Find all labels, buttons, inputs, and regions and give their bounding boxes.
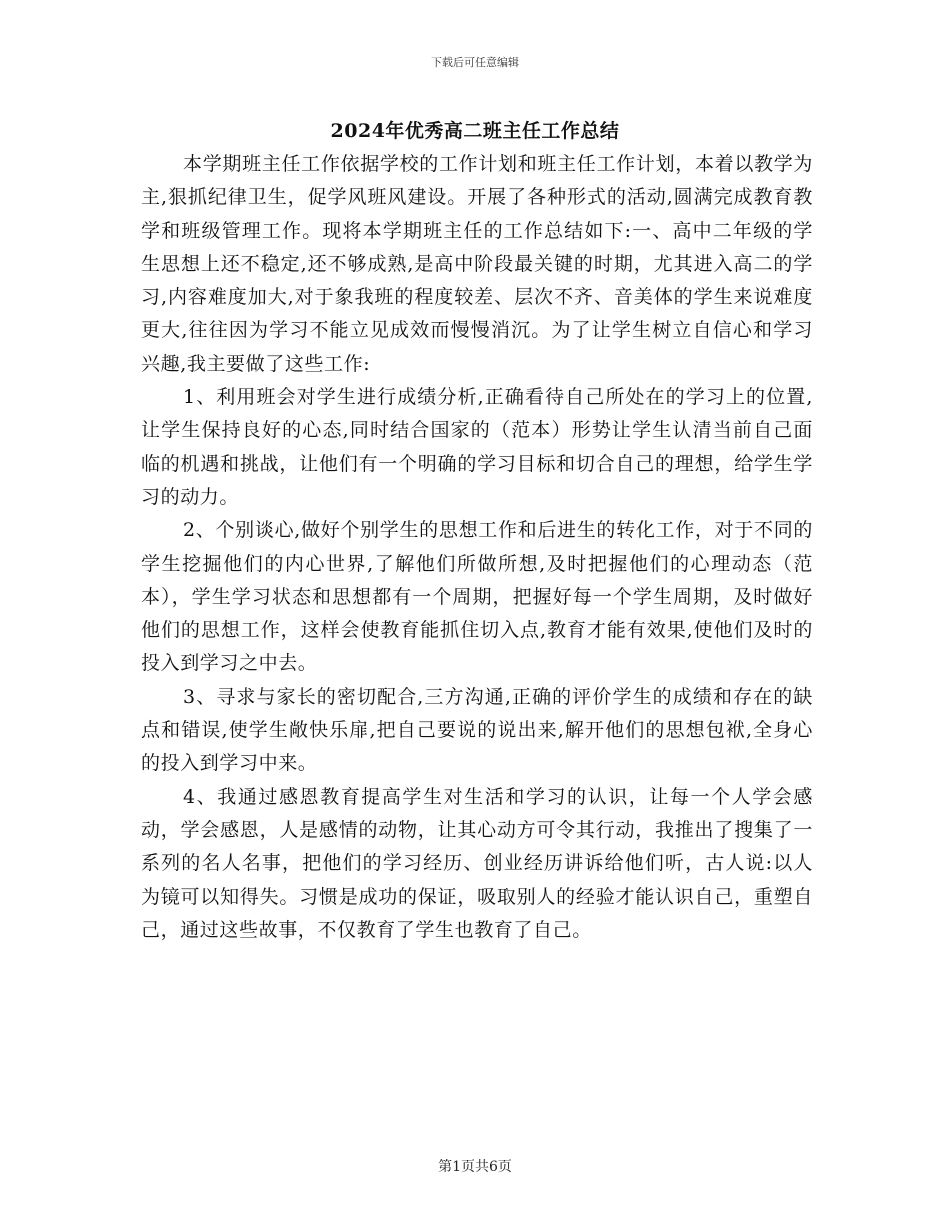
document-body xyxy=(141,148,813,947)
paragraph-item-1: 1、利用班会对学生进行成绩分析,正确看待自己所处在的学习上的位置,让学生保持良好的心态,同时结合国家的（范本）形势让学生认清当前自己面临的机遇和挑战，让他们有一个明确的学习目标和切合自己的理想，给学生学习的动力。 xyxy=(141,386,813,508)
paragraph-item-4: 4、我通过感恩教育提高学生对生活和学习的认识，让每一个人学会感动，学会感恩，人是感情的动物，让其心动方可令其行动，我推出了搜集了一系列的名人名事，把他们的学习经历、创业经历讲诉给他们听，古人说:以人为镜可以知得失。习惯是成功的保证，吸取别人的经验才能认识自己，重塑自己，通过这些故事，不仅教育了学生也教育了自己。 xyxy=(141,785,813,941)
paragraph-item-3: 3、寻求与家长的密切配合,三方沟通,正确的评价学生的成绩和存在的缺点和错误,使学生敞快乐扉,把自己要说的说出来,解开他们的思想包袱,全身心的投入到学习中来。 xyxy=(141,685,813,775)
page-number: 第1页共6页 xyxy=(438,1159,512,1175)
document-title: 2024年优秀高二班主任工作总结 xyxy=(330,120,620,142)
paragraph-item-2: 2、个别谈心,做好个别学生的思想工作和后进生的转化工作，对于不同的学生挖掘他们的内心世界,了解他们所做所想,及时把握他们的心理动态（范本），学生学习状态和思想都有一个周期，把握好每一个学生周期，及时做好他们的思想工作，这样会使教育能抓住切入点,教育才能有效果,使他们及时的投入到学习之中去。 xyxy=(141,519,813,675)
header-note: 下载后可任意编辑 xyxy=(431,56,519,69)
paragraph-intro: 本学期班主任工作依据学校的工作计划和班主任工作计划，本着以教学为主,狠抓纪律卫生，促学风班风建设。开展了各种形式的活动,圆满完成教育教学和班级管理工作。现将本学期班主任的工作总结如下:一、高中二年级的学生思想上还不稳定,还不够成熟,是高中阶段最关键的时期，尤其进入高二的学习,内容难度加大,对于象我班的程度较差、层次不齐、音美体的学生来说难度更大,往往因为学习不能立见成效而慢慢消沉。为了让学生树立自信心和学习兴趣,我主要做了这些工作: xyxy=(141,153,813,375)
